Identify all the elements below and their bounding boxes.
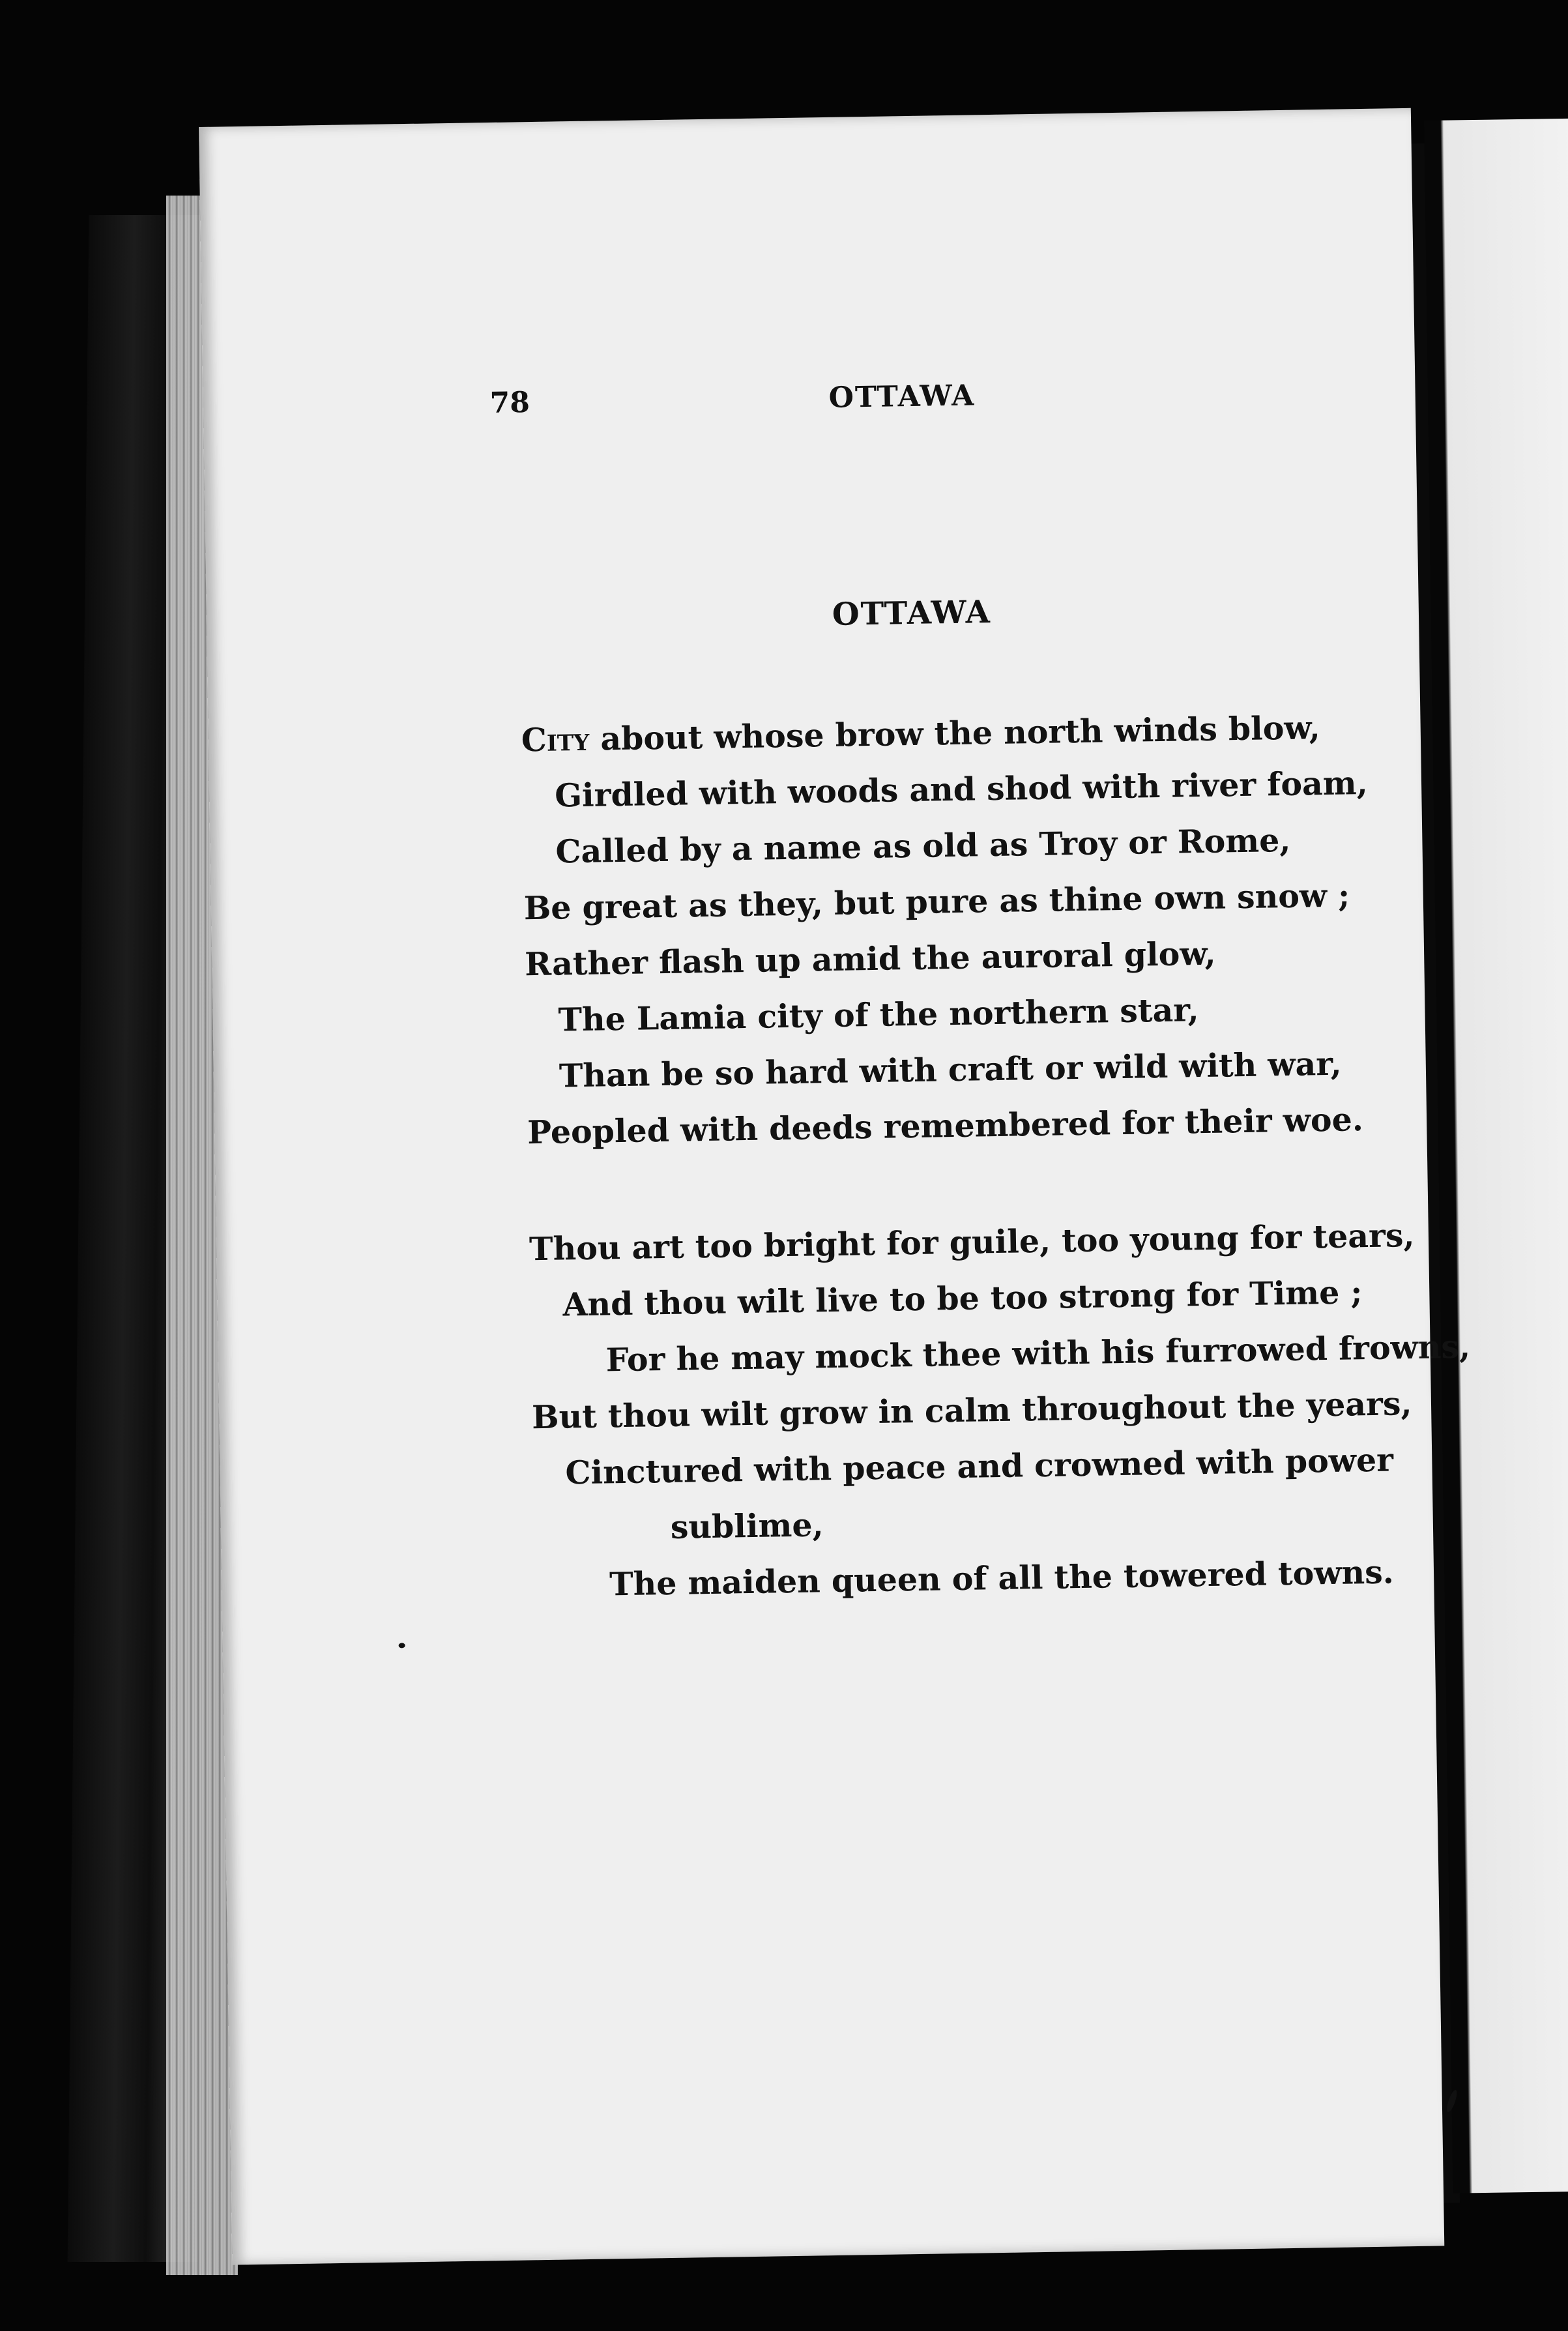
poem-line: But thou wilt grow in calm throughout the years, [531, 1385, 1412, 1437]
poem-line: Peopled with deeds remembered for their woe. [527, 1100, 1364, 1152]
poem-title: OTTAWA [832, 594, 992, 633]
stanza-1 [521, 698, 1414, 1160]
poem-line: And thou wilt live to be too strong for Time ; [562, 1273, 1363, 1324]
line-text: about whose brow the north winds blow, [588, 709, 1321, 758]
poem-line: Called by a name as old as Troy or Rome, [555, 821, 1291, 871]
poem-line: Be great as they, but pure as thine own snow ; [523, 876, 1350, 928]
poem-line: Than be so hard with craft or wild with war, [559, 1044, 1343, 1095]
poem-line: Rather flash up amid the auroral glow, [524, 934, 1217, 984]
ink-speck [399, 1643, 405, 1648]
poem-body [521, 698, 1471, 1674]
book-page [199, 108, 1471, 2265]
poem-line: The Lamia city of the northern star, [558, 991, 1199, 1039]
drop-word: City [521, 720, 590, 759]
poem-line: Thou art too bright for guile, too young for tears, [529, 1216, 1415, 1268]
running-title: OTTAWA [828, 379, 976, 415]
poem-line: Girdled with woods and shod with river foam, [554, 763, 1369, 815]
running-head [203, 372, 1416, 437]
poem-line: For he may mock thee with his furrowed frowns, [605, 1327, 1471, 1379]
poem-line: sublime, [670, 1506, 824, 1546]
page-number: 78 [489, 386, 530, 420]
poem-line: Cinctured with peace and crowned with power [565, 1441, 1394, 1492]
poem-line: The maiden queen of all the towered towns. [609, 1553, 1395, 1604]
stanza-2 [529, 1207, 1471, 1613]
